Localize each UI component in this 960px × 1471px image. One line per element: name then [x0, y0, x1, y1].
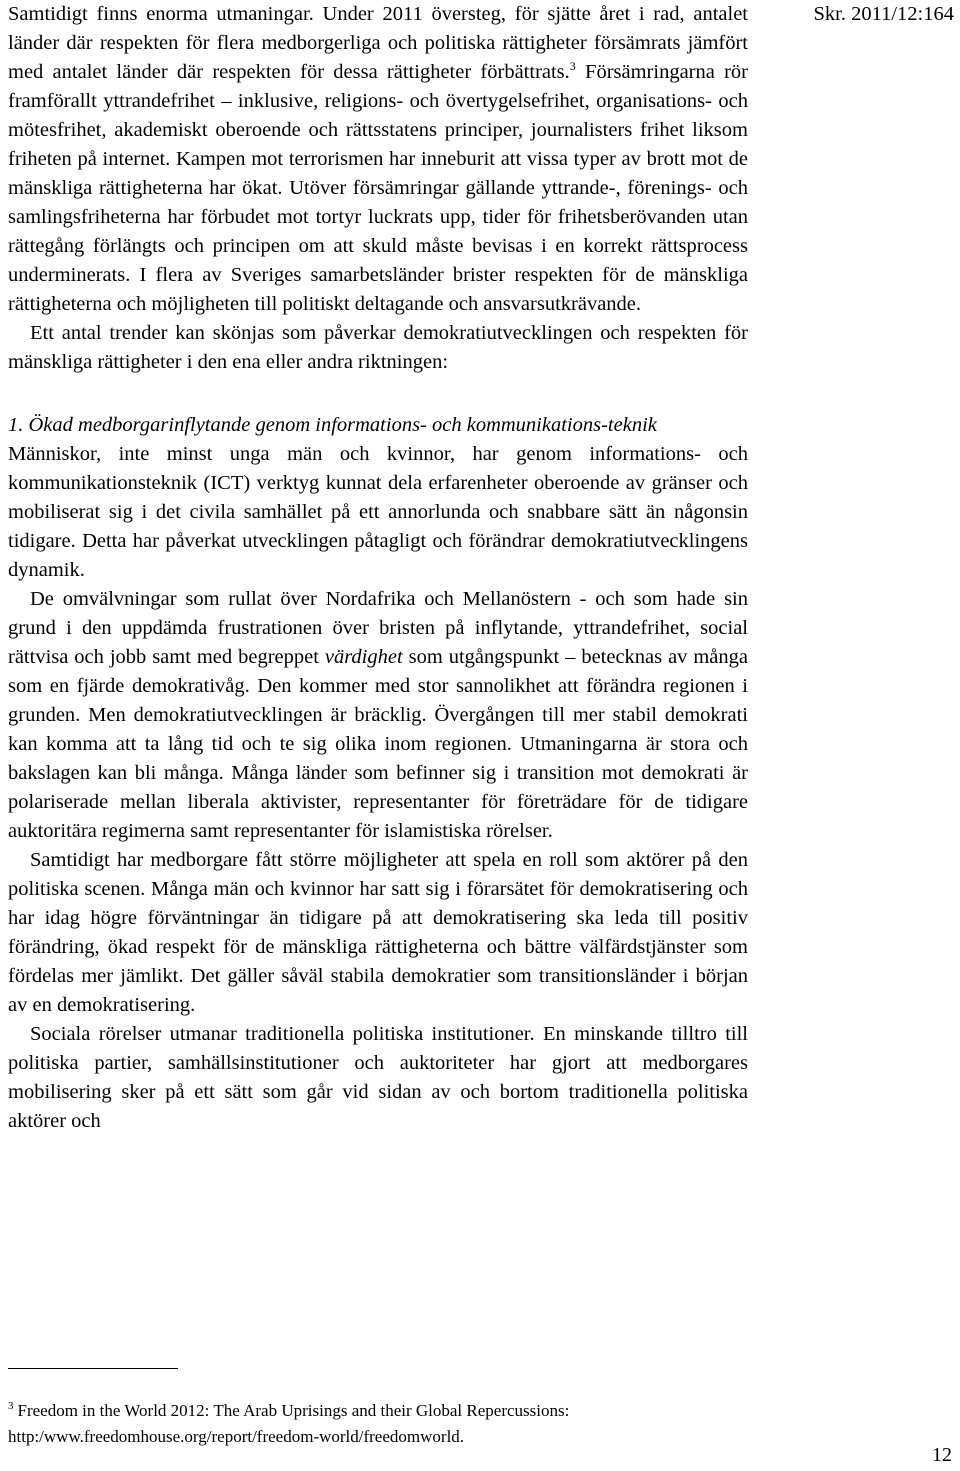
paragraph-6: Sociala rörelser utmanar traditionella politiska institutioner. En minskande tilltro till politiska partier, samhällsinstitutioner och auktoriteter har gjort att medborgares mobilisering sker på ett sätt som går vid sidan av och bortom traditionella politiska aktörer och [8, 1023, 748, 1132]
footnote-text: Freedom in the World 2012: The Arab Uprisings and their Global Repercussions: [17, 1401, 570, 1420]
paragraph-1-part-b: Försämringarna rör framförallt yttrandefrihet – inklusive, religions- och övertygelsefrihet, organisations- och mötesfrihet, akademiskt oberoende och rättsstatens principer, journalisters frihet liksom friheten på internet. Kampen mot terrorismen har inneburit att vissa typer av brott mot de mänskliga rättigheterna har ökat. Utöver försämringar gällande yttrande-, förenings- och samlingsfriheterna har förbudet mot tortyr luckrats upp, tider för frihetsberövanden utan rättegång förlängts och principen om att skuld måste bevisas i en korrekt rättsprocess underminerats. I flera av Sveriges samarbetsländer brister respekten för de mänskliga rättigheterna och möjligheten till politiskt deltagande och ansvarsutkrävande. [8, 61, 748, 315]
paragraph-4-part-a: De omvälvningar som rullat över Nordafrika och Mellanöstern - och som hade sin grund i den uppdämda frustrationen över bristen på inflytande, yttrandefrihet, social rättvisa och jobb samt med begreppet [8, 588, 748, 668]
paragraph-3: Människor, inte minst unga män och kvinnor, har genom informations- och kommunikationsteknik (ICT) verktyg kunnat dela erfarenheter oberoende av gränser och mobiliserat sig i det civila samhället på ett annorlunda och snabbare sätt än någonsin tidigare. Detta har påverkat utvecklingen påtagligt och förändrar demokratiutvecklingens dynamik. [8, 443, 748, 581]
page-number: 12 [932, 1444, 952, 1466]
margin-reference: Skr. 2011/12:164 [813, 3, 954, 25]
footnote-number: 3 [8, 1400, 14, 1412]
footnote-ref-3[interactable]: 3 [569, 59, 576, 73]
paragraph-4-part-b: som utgångspunkt – betecknas av många som en fjärde demokrativåg. Den kommer med stor sannolikhet att förändra regionen i grunden. Men demokratiutvecklingen är bräcklig. Övergången till mer stabil demokrati kan komma att ta lång tid och te sig olika inom regionen. Utmaningarna är stora och bakslagen kan bli många. Många länder som befinner sig i transition mot demokrati är polariserade mellan liberala aktivister, representanter för företrädare för de tidigare auktoritära regimerna samt representanter för islamistiska rörelser. [8, 646, 749, 842]
paragraph-1 [8, 0, 748, 319]
footnote-line-1 [8, 1398, 768, 1424]
footnote-link[interactable]: http:/www.freedomhouse.org/report/freedom-world/freedomworld. [8, 1427, 465, 1446]
emphasis-text: värdighet [324, 646, 403, 668]
body-text [8, 0, 748, 1136]
paragraph-5: Samtidigt har medborgare fått större möjligheter att spela en roll som aktörer på den politiska scenen. Många män och kvinnor har satt sig i förarsätet för demokratisering och har idag högre förväntningar än tidigare på att demokratisering ska leda till positiv förändring, ökad respekt för de mänskliga rättigheterna och bättre välfärdstjänster som fördelas mer jämlikt. Det gäller såväl stabila demokratier som transitionsländer i början av en demokratisering. [8, 849, 748, 1016]
footnote-divider [8, 1368, 178, 1369]
footnote [8, 1398, 768, 1450]
section-heading: 1. Ökad medborgarinflytande genom informations- och kommunikations-teknik [8, 414, 657, 436]
paragraph-2: Ett antal trender kan skönjas som påverkar demokratiutvecklingen och respekten för mänskliga rättigheter i den ena eller andra riktningen: [8, 322, 748, 373]
paragraph-1-part-a: Samtidigt finns enorma utmaningar. Under 2011 översteg, för sjätte året i rad, antalet länder där respekten för flera medborgerliga och politiska rättigheter försämrats jämfört med antalet länder där respekten för dessa rättigheter förbättrats. [8, 3, 748, 83]
paragraph-4 [8, 585, 748, 846]
